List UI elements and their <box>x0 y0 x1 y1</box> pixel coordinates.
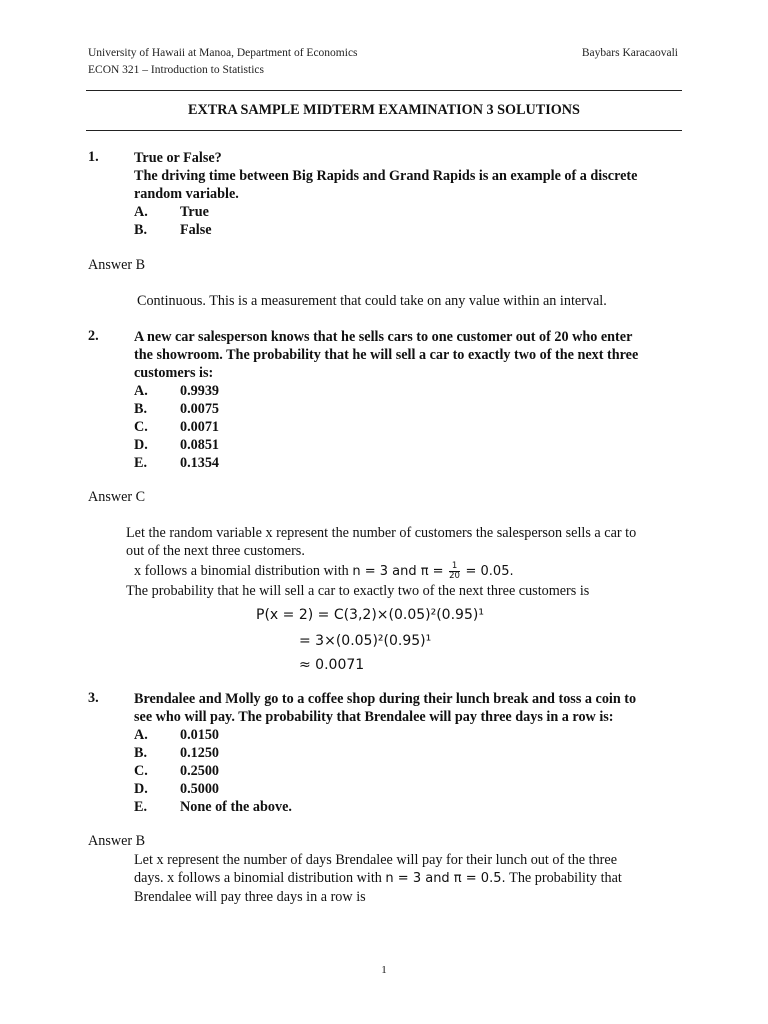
question-2-expl-line4: The probability that he will sell a car to exactly two of the next three customers is <box>126 583 590 599</box>
question-2-option-a: A. 0.9939 <box>134 383 220 399</box>
question-3-option-a: A. 0.0150 <box>134 727 220 743</box>
question-2-body <box>134 328 686 472</box>
header-course: ECON 321 – Introduction to Statistics <box>88 64 265 76</box>
question-3-expl-line1: Let x represent the number of days Brendalee will pay for their lunch out of the three <box>134 852 617 868</box>
question-3-expl-line2: days. x follows a binomial distribution with n = 3 and π = 0.5. The probability that <box>134 870 622 886</box>
question-1-body <box>134 149 686 239</box>
header-left <box>88 45 358 79</box>
question-3-expl-line3: Brendalee will pay three days in a row is <box>134 889 366 905</box>
question-3-body <box>134 690 686 816</box>
question-2-line1: A new car salesperson knows that he sells cars to one customer out of 20 who enter <box>134 329 633 345</box>
question-3-option-c: C. 0.2500 <box>134 763 220 779</box>
question-2-option-b: B. 0.0075 <box>134 401 220 417</box>
question-1-explanation: Continuous. This is a measurement that could take on any value within an interval. <box>137 293 607 309</box>
page-number: 1 <box>381 964 387 976</box>
question-2-line2: the showroom. The probability that he will sell a car to exactly two of the next three <box>134 347 639 363</box>
question-3-option-d: D. 0.5000 <box>134 781 220 797</box>
question-1-line2: The driving time between Big Rapids and Grand Rapids is an example of a discrete <box>134 168 638 184</box>
question-1-option-b: B. False <box>134 222 212 238</box>
question-2-answer: Answer C <box>88 489 146 505</box>
question-3-answer: Answer B <box>88 833 146 849</box>
question-2-equation-1: P(x = 2) = C(3,2)×(0.05)²(0.95)¹ <box>256 607 484 623</box>
question-3-explanation <box>134 851 686 906</box>
question-1-option-a: A. True <box>134 204 209 220</box>
question-2-expl-line3: x follows a binomial distribution with n = 3 and π = $\frac{1}{20}$ = 0.05. <box>134 561 514 582</box>
question-3-option-e: E. None of the above. <box>134 799 292 815</box>
question-1-line1: True or False? <box>134 150 222 166</box>
question-2-expl-line1: Let the random variable x represent the number of customers the salesperson sells a car to <box>126 525 637 541</box>
question-1-number: 1. <box>88 149 99 165</box>
question-2-explanation <box>126 524 686 600</box>
page-title: EXTRA SAMPLE MIDTERM EXAMINATION 3 SOLUTIONS <box>188 102 580 118</box>
question-2-equation-2: = 3×(0.05)²(0.95)¹ <box>299 633 432 649</box>
question-2-option-d: D. 0.0851 <box>134 437 220 453</box>
header-author: Baybars Karacaovali <box>581 47 678 59</box>
question-1-line3: random variable. <box>134 186 239 202</box>
title-rule <box>86 130 682 131</box>
fraction: $\frac{1}{20}$ <box>449 561 460 582</box>
top-rule <box>86 90 682 91</box>
question-2-number: 2. <box>88 328 99 344</box>
question-3-line1: Brendalee and Molly go to a coffee shop during their lunch break and toss a coin to <box>134 691 637 707</box>
question-3-option-b: B. 0.1250 <box>134 745 220 761</box>
question-2-equation-3: ≈ 0.0071 <box>299 657 365 673</box>
question-2-option-e: E. 0.1354 <box>134 455 220 471</box>
question-3-number: 3. <box>88 690 99 706</box>
question-2-line3: customers is: <box>134 365 214 381</box>
header-institution: University of Hawaii at Manoa, Department of Economics <box>88 47 358 59</box>
question-3-line2: see who will pay. The probability that Brendalee will pay three days in a row is: <box>134 709 614 725</box>
question-2-expl-line2: out of the next three customers. <box>126 543 305 559</box>
question-2-option-c: C. 0.0071 <box>134 419 220 435</box>
question-1-answer: Answer B <box>88 257 146 273</box>
